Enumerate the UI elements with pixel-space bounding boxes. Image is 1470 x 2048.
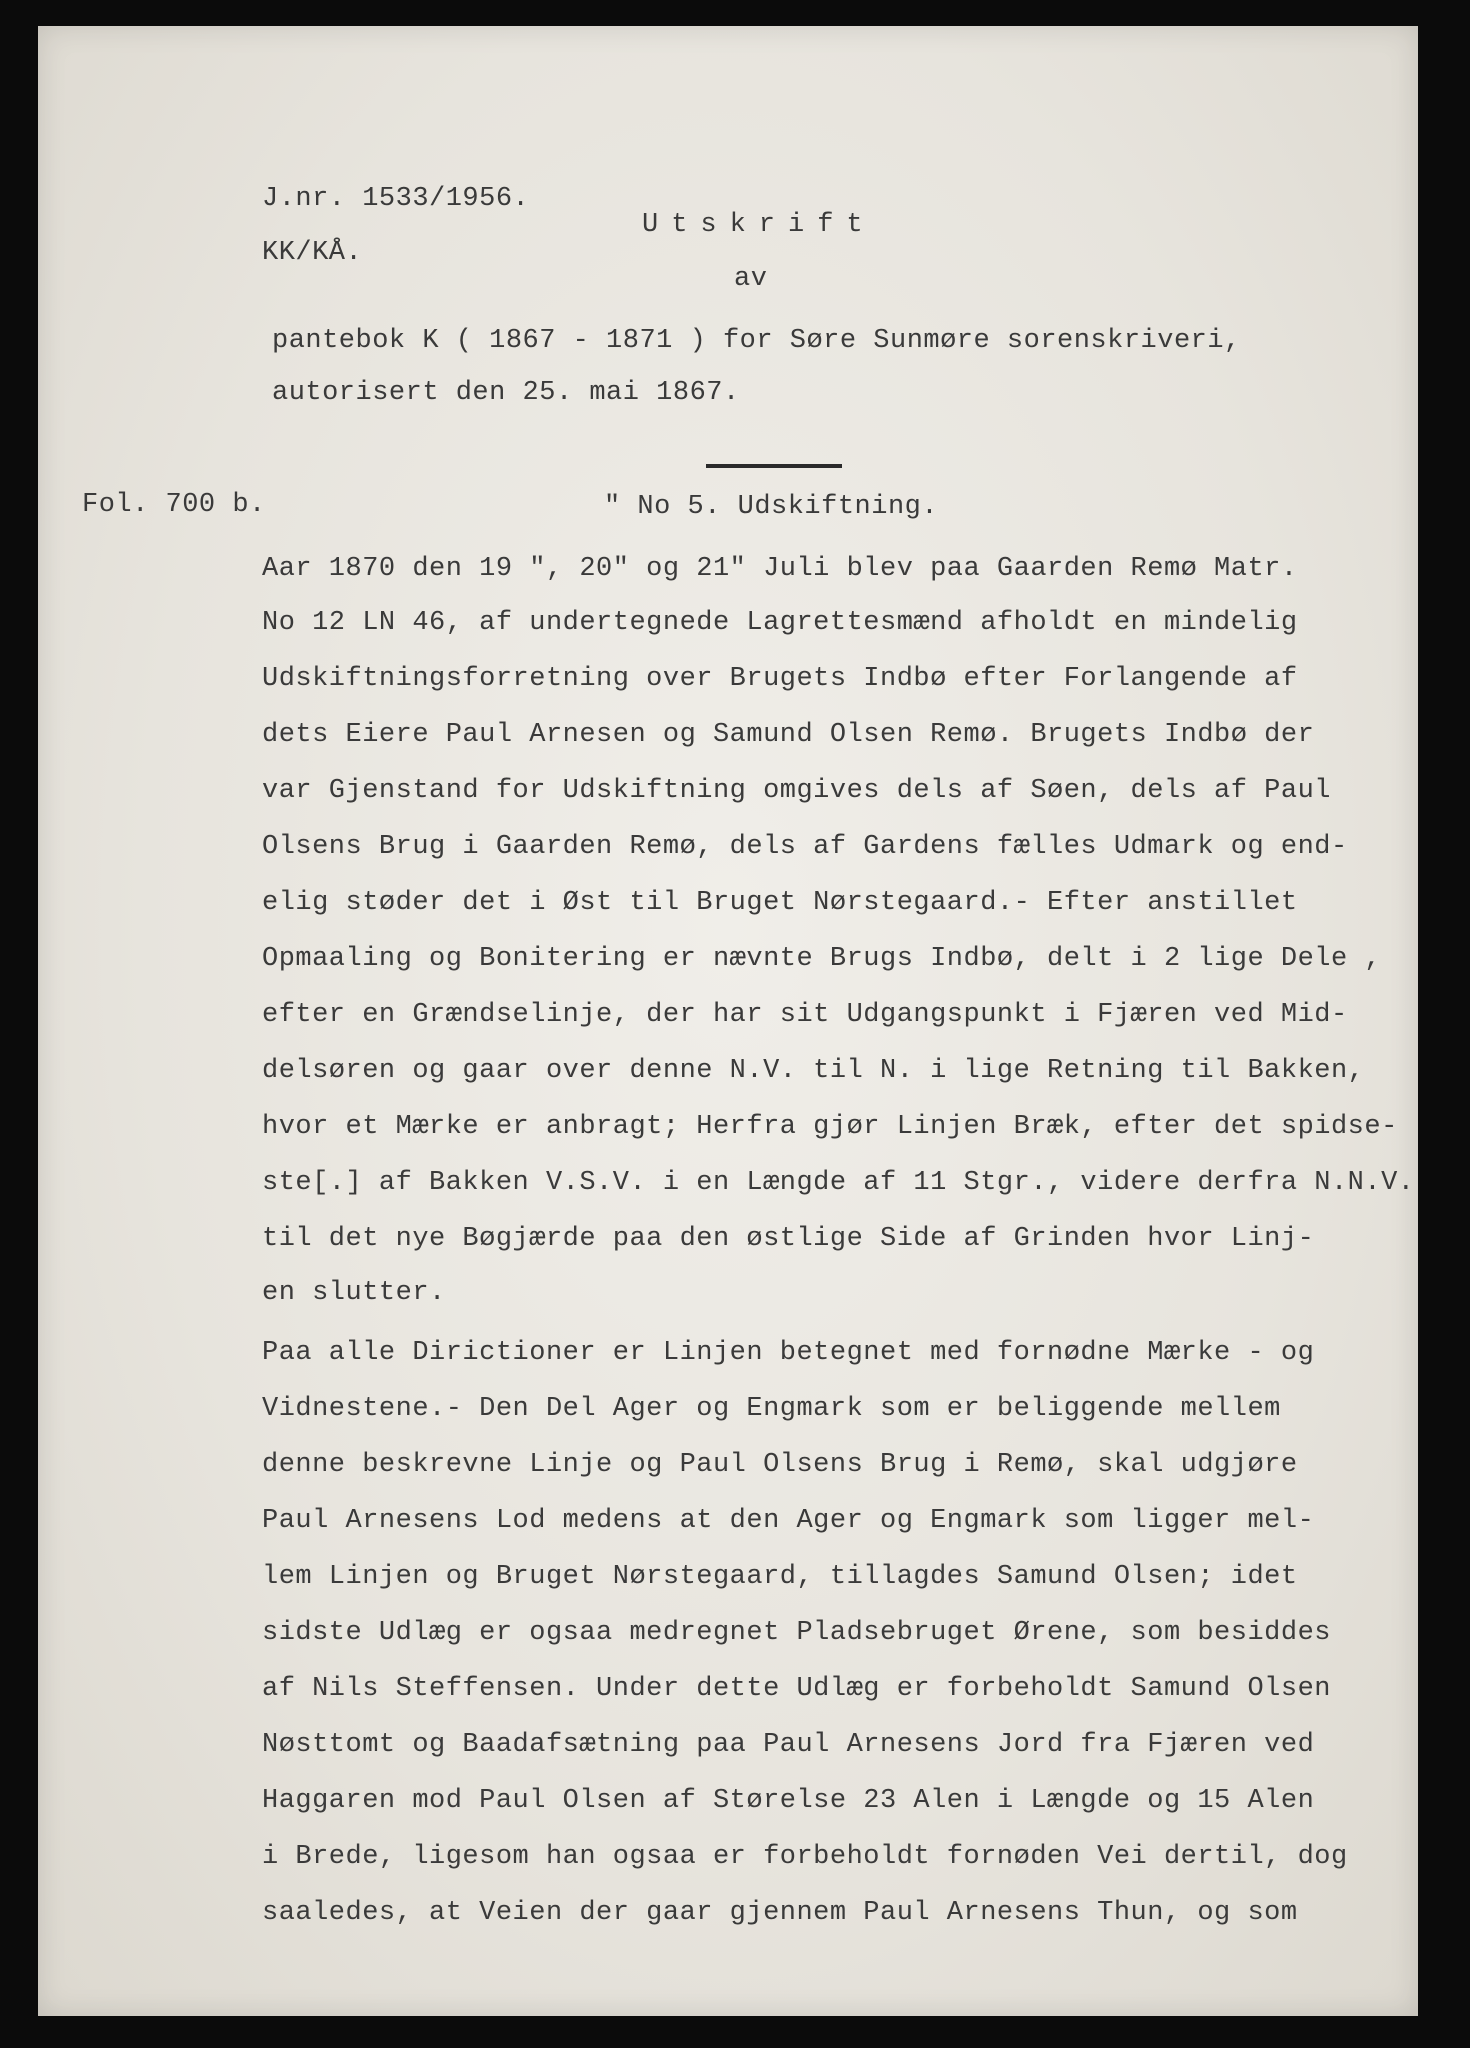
body-line: til det nye Bøgjærde paa den østlige Side af Grinden hvor Linj- — [262, 1224, 1315, 1254]
initials: KK/KÅ. — [262, 238, 363, 268]
body-line: af Nils Steffensen. Under dette Udlæg er forbeholdt Samund Olsen — [262, 1674, 1331, 1704]
body-line: Nøsttomt og Baadafsætning paa Paul Arnesens Jord fra Fjæren ved — [262, 1730, 1315, 1760]
source-line-2: autorisert den 25. mai 1867. — [272, 378, 740, 408]
body-line: Opmaaling og Bonitering er nævnte Brugs Indbø, delt i 2 lige Dele , — [262, 944, 1382, 974]
document-title: Utskrift — [642, 210, 876, 240]
body-line: Paul Arnesens Lod medens at den Ager og Engmark som ligger mel- — [262, 1506, 1315, 1536]
body-line: Aar 1870 den 19 ", 20" og 21" Juli blev paa Gaarden Remø Matr. — [262, 554, 1298, 584]
body-line: lem Linjen og Bruget Nørstegaard, tillagdes Samund Olsen; idet — [262, 1562, 1298, 1592]
body-line: Haggaren mod Paul Olsen af Størelse 23 Alen i Længde og 15 Alen — [262, 1786, 1315, 1816]
body-line: en slutter. — [262, 1278, 446, 1308]
body-line: efter en Grændselinje, der har sit Udgangspunkt i Fjæren ved Mid- — [262, 1000, 1348, 1030]
body-line: delsøren og gaar over denne N.V. til N. i lige Retning til Bakken, — [262, 1056, 1365, 1086]
body-line: Udskiftningsforretning over Brugets Indbø efter Forlangende af — [262, 664, 1298, 694]
body-line: i Brede, ligesom han ogsaa er forbeholdt fornøden Vei dertil, dog — [262, 1842, 1348, 1872]
separator-rule — [706, 464, 842, 468]
body-line: dets Eiere Paul Arnesen og Samund Olsen Remø. Brugets Indbø der — [262, 720, 1315, 750]
journal-number: J.nr. 1533/1956. — [262, 184, 530, 214]
body-line: Vidnestene.- Den Del Ager og Engmark som er beliggende mellem — [262, 1394, 1281, 1424]
body-line: denne beskrevne Linje og Paul Olsens Brug i Remø, skal udgjøre — [262, 1450, 1298, 1480]
body-line: ste[.] af Bakken V.S.V. i en Længde af 11 Stgr., videre derfra N.N.V. — [262, 1168, 1415, 1198]
folio-reference: Fol. 700 b. — [82, 490, 266, 520]
title-av: av — [734, 264, 768, 294]
entry-title: " No 5. Udskiftning. — [604, 492, 939, 522]
body-line: Paa alle Dirictioner er Linjen betegnet med fornødne Mærke - og — [262, 1338, 1315, 1368]
body-line: sidste Udlæg er ogsaa medregnet Pladsebruget Ørene, som besiddes — [262, 1618, 1331, 1648]
body-line: var Gjenstand for Udskiftning omgives dels af Søen, dels af Paul — [262, 776, 1331, 806]
body-line: No 12 LN 46, af undertegnede Lagrettesmænd afholdt en mindelig — [262, 608, 1298, 638]
source-line-1: pantebok K ( 1867 - 1871 ) for Søre Sunmøre sorenskriveri, — [272, 326, 1241, 356]
body-line: elig støder det i Øst til Bruget Nørstegaard.- Efter anstillet — [262, 888, 1298, 918]
body-line: saaledes, at Veien der gaar gjennem Paul Arnesens Thun, og som — [262, 1898, 1298, 1928]
body-line: hvor et Mærke er anbragt; Herfra gjør Linjen Bræk, efter det spidse- — [262, 1112, 1398, 1142]
body-line: Olsens Brug i Gaarden Remø, dels af Gardens fælles Udmark og end- — [262, 832, 1348, 862]
